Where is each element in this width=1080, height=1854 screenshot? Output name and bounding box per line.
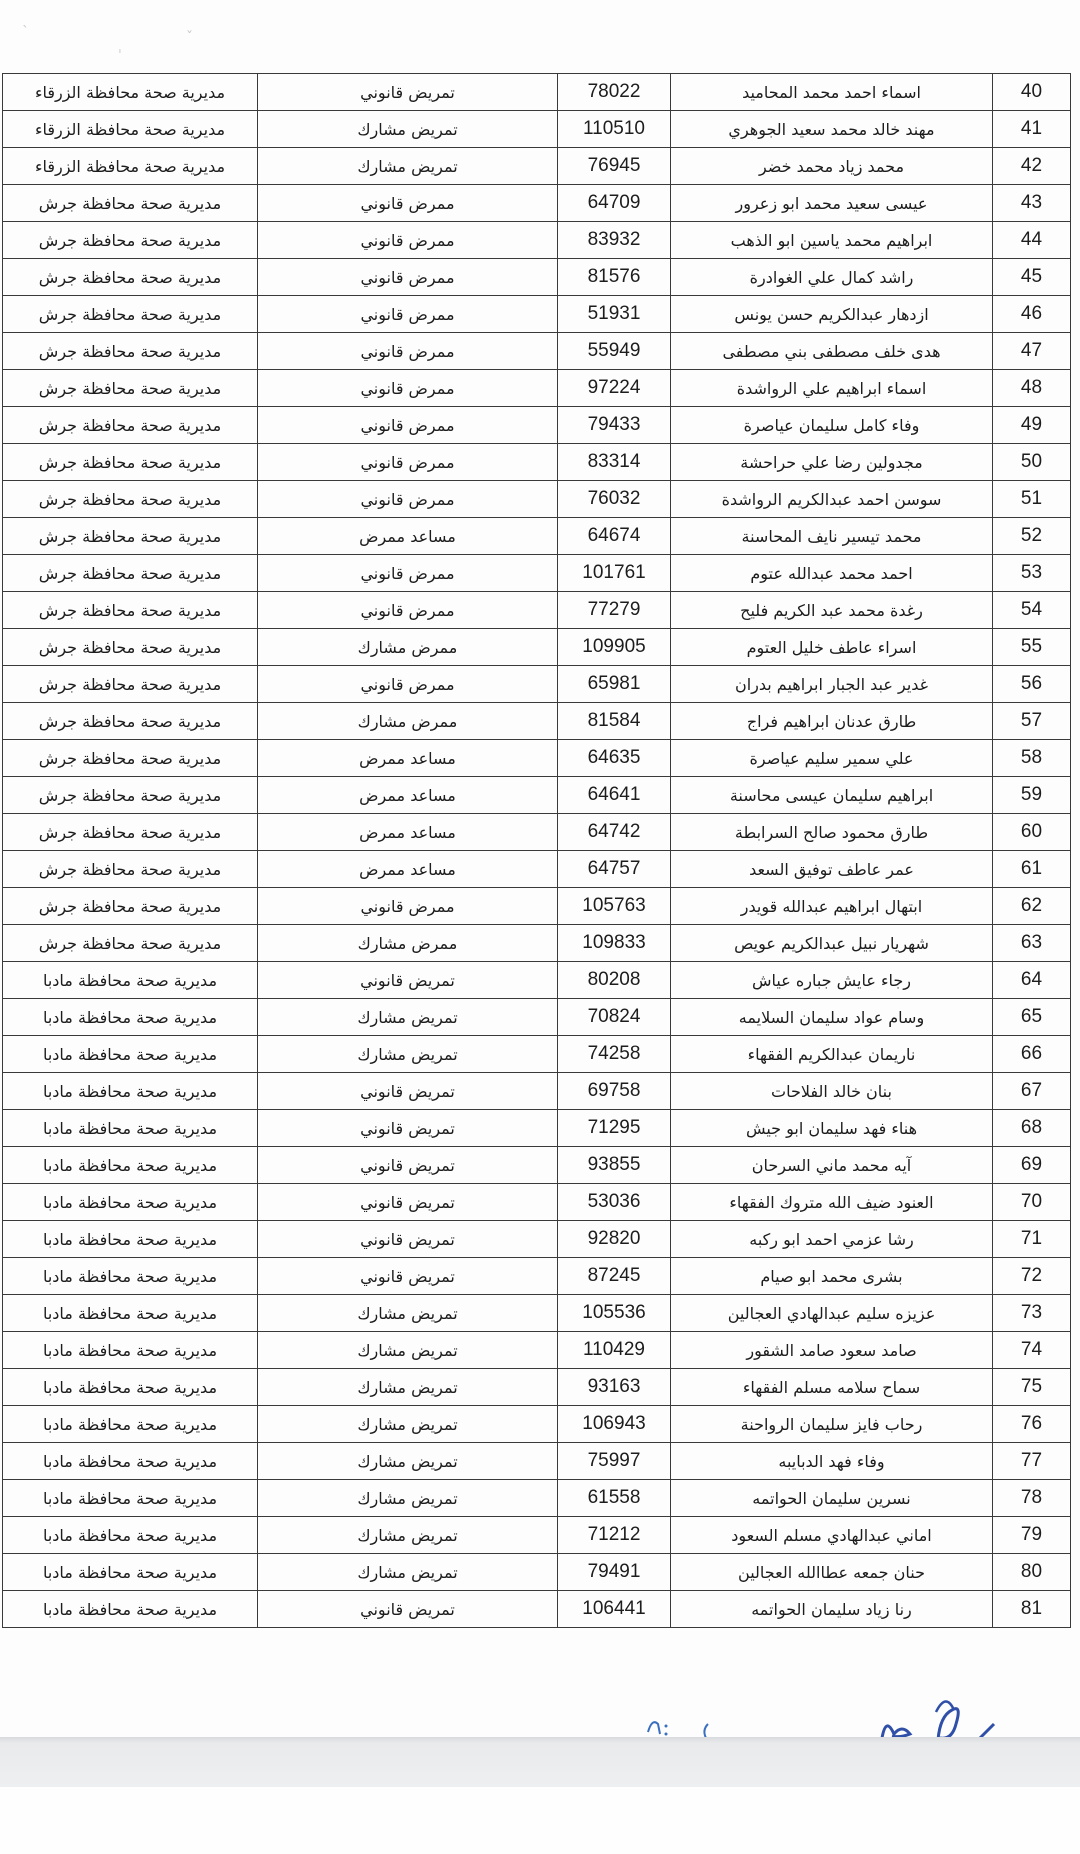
person-name: محمد تيسير نايف المحاسنة	[671, 518, 993, 555]
viewer-background	[0, 1737, 1080, 1787]
national-number: 80208	[558, 962, 671, 999]
national-number: 87245	[558, 1258, 671, 1295]
row-number: 64	[993, 962, 1071, 999]
specialty: تمريض مشارك	[258, 1406, 558, 1443]
table-row	[3, 370, 1071, 407]
row-number: 69	[993, 1147, 1071, 1184]
national-number: 109905	[558, 629, 671, 666]
directorate: مديرية صحة محافظة مادبا	[3, 1443, 258, 1480]
national-number: 97224	[558, 370, 671, 407]
specialty: ممرض قانوني	[258, 888, 558, 925]
directorate: مديرية صحة محافظة جرش	[3, 888, 258, 925]
national-number: 64742	[558, 814, 671, 851]
table-row	[3, 407, 1071, 444]
person-name: هناء فهد سليمان ابو جيش	[671, 1110, 993, 1147]
person-name: احمد محمد عبدالله عتوم	[671, 555, 993, 592]
row-number: 67	[993, 1073, 1071, 1110]
scan-mark: ˈ	[118, 48, 122, 64]
national-number: 55949	[558, 333, 671, 370]
national-number: 110429	[558, 1332, 671, 1369]
directorate: مديرية صحة محافظة مادبا	[3, 1480, 258, 1517]
national-number: 105763	[558, 888, 671, 925]
person-name: ابتهال ابراهيم عبدالله قويدر	[671, 888, 993, 925]
directorate: مديرية صحة محافظة مادبا	[3, 1258, 258, 1295]
table-row	[3, 1332, 1071, 1369]
national-number: 51931	[558, 296, 671, 333]
person-name: عزيزه سليم عبدالهادي العجالين	[671, 1295, 993, 1332]
national-number: 71212	[558, 1517, 671, 1554]
person-name: عمر عاطف توفيق السعد	[671, 851, 993, 888]
specialty: ممرض قانوني	[258, 444, 558, 481]
row-number: 49	[993, 407, 1071, 444]
specialty: تمريض قانوني	[258, 1258, 558, 1295]
directorate: مديرية صحة محافظة مادبا	[3, 999, 258, 1036]
specialty: ممرض مشارك	[258, 703, 558, 740]
personnel-table	[2, 73, 1071, 1628]
row-number: 55	[993, 629, 1071, 666]
person-name: وفاء فهد الدبايبه	[671, 1443, 993, 1480]
specialty: تمريض مشارك	[258, 1443, 558, 1480]
specialty: تمريض مشارك	[258, 1554, 558, 1591]
person-name: شهريار نبيل عبدالكريم عويص	[671, 925, 993, 962]
table-row	[3, 1480, 1071, 1517]
national-number: 71295	[558, 1110, 671, 1147]
specialty: ممرض قانوني	[258, 370, 558, 407]
table-row	[3, 851, 1071, 888]
table-row	[3, 962, 1071, 999]
table-row	[3, 1443, 1071, 1480]
specialty: مساعد ممرض	[258, 777, 558, 814]
directorate: مديرية صحة محافظة جرش	[3, 222, 258, 259]
national-number: 74258	[558, 1036, 671, 1073]
person-name: مجدولين رضا علي حراحشة	[671, 444, 993, 481]
specialty: ممرض قانوني	[258, 222, 558, 259]
specialty: تمريض مشارك	[258, 1517, 558, 1554]
specialty: تمريض مشارك	[258, 1369, 558, 1406]
directorate: مديرية صحة محافظة جرش	[3, 777, 258, 814]
national-number: 93163	[558, 1369, 671, 1406]
specialty: تمريض قانوني	[258, 1073, 558, 1110]
directorate: مديرية صحة محافظة جرش	[3, 444, 258, 481]
table-row	[3, 1147, 1071, 1184]
person-name: اماني عبدالهادي مسلم السعود	[671, 1517, 993, 1554]
table-row	[3, 1258, 1071, 1295]
table-row	[3, 1591, 1071, 1628]
table-row	[3, 814, 1071, 851]
row-number: 71	[993, 1221, 1071, 1258]
row-number: 57	[993, 703, 1071, 740]
table-row	[3, 148, 1071, 185]
table-row	[3, 740, 1071, 777]
signature-icon	[560, 1690, 1020, 1740]
table-row	[3, 777, 1071, 814]
table-row	[3, 555, 1071, 592]
table-row	[3, 1295, 1071, 1332]
national-number: 106943	[558, 1406, 671, 1443]
person-name: بشرى محمد ابو صيام	[671, 1258, 993, 1295]
directorate: مديرية صحة محافظة جرش	[3, 814, 258, 851]
person-name: محمد زياد محمد خضر	[671, 148, 993, 185]
table-row	[3, 592, 1071, 629]
row-number: 62	[993, 888, 1071, 925]
directorate: مديرية صحة محافظة مادبا	[3, 1295, 258, 1332]
specialty: تمريض مشارك	[258, 1036, 558, 1073]
national-number: 101761	[558, 555, 671, 592]
specialty: تمريض قانوني	[258, 962, 558, 999]
table-row	[3, 1036, 1071, 1073]
national-number: 81576	[558, 259, 671, 296]
person-name: صامد سعود صامد الشقور	[671, 1332, 993, 1369]
person-name: رحاب فايز سليمان الرواحنة	[671, 1406, 993, 1443]
table-row	[3, 1073, 1071, 1110]
specialty: تمريض مشارك	[258, 999, 558, 1036]
person-name: اسماء ابراهيم علي الرواشدة	[671, 370, 993, 407]
national-number: 61558	[558, 1480, 671, 1517]
national-number: 76032	[558, 481, 671, 518]
table-row	[3, 481, 1071, 518]
specialty: مساعد ممرض	[258, 518, 558, 555]
directorate: مديرية صحة محافظة جرش	[3, 333, 258, 370]
table-row	[3, 259, 1071, 296]
table-row	[3, 999, 1071, 1036]
person-name: نسرين سليمان الحواتمه	[671, 1480, 993, 1517]
table-row	[3, 444, 1071, 481]
directorate: مديرية صحة محافظة جرش	[3, 481, 258, 518]
row-number: 59	[993, 777, 1071, 814]
table-row	[3, 185, 1071, 222]
specialty: ممرض قانوني	[258, 185, 558, 222]
row-number: 45	[993, 259, 1071, 296]
row-number: 65	[993, 999, 1071, 1036]
national-number: 93855	[558, 1147, 671, 1184]
table-row	[3, 1554, 1071, 1591]
directorate: مديرية صحة محافظة مادبا	[3, 1147, 258, 1184]
national-number: 53036	[558, 1184, 671, 1221]
person-name: ناريمان عبدالكريم الفقهاء	[671, 1036, 993, 1073]
table-row	[3, 703, 1071, 740]
scan-mark: ˇ	[186, 30, 193, 46]
person-name: ابراهيم محمد ياسين ابو الذهب	[671, 222, 993, 259]
specialty: تمريض قانوني	[258, 74, 558, 111]
specialty: ممرض قانوني	[258, 666, 558, 703]
person-name: وسام عواد سليمان السلايمه	[671, 999, 993, 1036]
specialty: ممرض قانوني	[258, 259, 558, 296]
person-name: طارق محمود صالح السرابطة	[671, 814, 993, 851]
specialty: تمريض قانوني	[258, 1221, 558, 1258]
row-number: 60	[993, 814, 1071, 851]
national-number: 83314	[558, 444, 671, 481]
row-number: 40	[993, 74, 1071, 111]
person-name: طارق عدنان ابراهيم فراج	[671, 703, 993, 740]
specialty: تمريض مشارك	[258, 1295, 558, 1332]
person-name: رشا عزمي احمد ابو ركبه	[671, 1221, 993, 1258]
directorate: مديرية صحة محافظة جرش	[3, 185, 258, 222]
directorate: مديرية صحة محافظة جرش	[3, 666, 258, 703]
directorate: مديرية صحة محافظة جرش	[3, 407, 258, 444]
specialty: تمريض مشارك	[258, 1480, 558, 1517]
directorate: مديرية صحة محافظة مادبا	[3, 962, 258, 999]
person-name: ازدهار عبدالكريم حسن يونس	[671, 296, 993, 333]
specialty: ممرض مشارك	[258, 925, 558, 962]
row-number: 72	[993, 1258, 1071, 1295]
directorate: مديرية صحة محافظة مادبا	[3, 1369, 258, 1406]
directorate: مديرية صحة محافظة مادبا	[3, 1110, 258, 1147]
person-name: راشد كمال علي الغوادرة	[671, 259, 993, 296]
next-page-edge	[0, 1787, 1080, 1854]
national-number: 92820	[558, 1221, 671, 1258]
table-row	[3, 222, 1071, 259]
specialty: تمريض قانوني	[258, 1184, 558, 1221]
specialty: مساعد ممرض	[258, 814, 558, 851]
directorate: مديرية صحة محافظة جرش	[3, 592, 258, 629]
national-number: 106441	[558, 1591, 671, 1628]
national-number: 78022	[558, 74, 671, 111]
person-name: سماح سلامه مسلم الفقهاء	[671, 1369, 993, 1406]
person-name: رنا زياد سليمان الحواتمه	[671, 1591, 993, 1628]
national-number: 110510	[558, 111, 671, 148]
directorate: مديرية صحة محافظة جرش	[3, 518, 258, 555]
table-row	[3, 1406, 1071, 1443]
directorate: مديرية صحة محافظة الزرقاء	[3, 74, 258, 111]
directorate: مديرية صحة محافظة مادبا	[3, 1406, 258, 1443]
row-number: 61	[993, 851, 1071, 888]
specialty: تمريض مشارك	[258, 111, 558, 148]
table-row	[3, 1110, 1071, 1147]
directorate: مديرية صحة محافظة جرش	[3, 370, 258, 407]
table-row	[3, 888, 1071, 925]
national-number: 81584	[558, 703, 671, 740]
directorate: مديرية صحة محافظة جرش	[3, 851, 258, 888]
specialty: تمريض قانوني	[258, 1110, 558, 1147]
person-name: رغدة محمد عبد الكريم فليح	[671, 592, 993, 629]
row-number: 68	[993, 1110, 1071, 1147]
specialty: مساعد ممرض	[258, 851, 558, 888]
national-number: 109833	[558, 925, 671, 962]
specialty: مساعد ممرض	[258, 740, 558, 777]
row-number: 74	[993, 1332, 1071, 1369]
scan-mark: ˎ	[22, 12, 29, 28]
row-number: 66	[993, 1036, 1071, 1073]
specialty: تمريض مشارك	[258, 1332, 558, 1369]
directorate: مديرية صحة محافظة مادبا	[3, 1332, 258, 1369]
row-number: 50	[993, 444, 1071, 481]
row-number: 80	[993, 1554, 1071, 1591]
person-name: علي سمير سليم عياصرة	[671, 740, 993, 777]
national-number: 64674	[558, 518, 671, 555]
specialty: تمريض قانوني	[258, 1147, 558, 1184]
national-number: 105536	[558, 1295, 671, 1332]
row-number: 41	[993, 111, 1071, 148]
directorate: مديرية صحة محافظة جرش	[3, 555, 258, 592]
directorate: مديرية صحة محافظة الزرقاء	[3, 111, 258, 148]
specialty: ممرض قانوني	[258, 333, 558, 370]
row-number: 77	[993, 1443, 1071, 1480]
table-row	[3, 74, 1071, 111]
specialty: تمريض مشارك	[258, 148, 558, 185]
row-number: 73	[993, 1295, 1071, 1332]
table-row	[3, 925, 1071, 962]
row-number: 79	[993, 1517, 1071, 1554]
directorate: مديرية صحة محافظة جرش	[3, 259, 258, 296]
national-number: 64757	[558, 851, 671, 888]
row-number: 76	[993, 1406, 1071, 1443]
national-number: 64709	[558, 185, 671, 222]
person-name: رجاء عايش جباره عياش	[671, 962, 993, 999]
person-name: اسماء احمد محمد المحاميد	[671, 74, 993, 111]
row-number: 47	[993, 333, 1071, 370]
table-row	[3, 1517, 1071, 1554]
row-number: 58	[993, 740, 1071, 777]
person-name: حنان جمعه عطاالله العجالين	[671, 1554, 993, 1591]
national-number: 65981	[558, 666, 671, 703]
specialty: ممرض قانوني	[258, 407, 558, 444]
row-number: 56	[993, 666, 1071, 703]
table-row	[3, 666, 1071, 703]
directorate: مديرية صحة محافظة مادبا	[3, 1517, 258, 1554]
national-number: 64641	[558, 777, 671, 814]
directorate: مديرية صحة محافظة مادبا	[3, 1036, 258, 1073]
person-name: اسراء عاطف خليل العتوم	[671, 629, 993, 666]
directorate: مديرية صحة محافظة مادبا	[3, 1221, 258, 1258]
directorate: مديرية صحة محافظة مادبا	[3, 1591, 258, 1628]
row-number: 70	[993, 1184, 1071, 1221]
specialty: ممرض قانوني	[258, 296, 558, 333]
person-name: آيه محمد ماني السرحان	[671, 1147, 993, 1184]
directorate: مديرية صحة محافظة جرش	[3, 296, 258, 333]
row-number: 75	[993, 1369, 1071, 1406]
table-row	[3, 1369, 1071, 1406]
row-number: 63	[993, 925, 1071, 962]
table-row	[3, 518, 1071, 555]
table-row	[3, 333, 1071, 370]
row-number: 52	[993, 518, 1071, 555]
person-name: مهند خالد محمد سعيد الجوهري	[671, 111, 993, 148]
national-number: 79491	[558, 1554, 671, 1591]
national-number: 76945	[558, 148, 671, 185]
person-name: سوسن احمد عبدالكريم الرواشدة	[671, 481, 993, 518]
directorate: مديرية صحة محافظة جرش	[3, 740, 258, 777]
directorate: مديرية صحة محافظة مادبا	[3, 1073, 258, 1110]
person-name: عيسى سعيد محمد ابو زعرور	[671, 185, 993, 222]
row-number: 46	[993, 296, 1071, 333]
specialty: ممرض مشارك	[258, 629, 558, 666]
table-row	[3, 1184, 1071, 1221]
row-number: 42	[993, 148, 1071, 185]
directorate: مديرية صحة محافظة جرش	[3, 925, 258, 962]
specialty: ممرض قانوني	[258, 481, 558, 518]
national-number: 79433	[558, 407, 671, 444]
person-name: ابراهيم سليمان عيسى محاسنة	[671, 777, 993, 814]
directorate: مديرية صحة محافظة جرش	[3, 703, 258, 740]
specialty: تمريض قانوني	[258, 1591, 558, 1628]
directorate: مديرية صحة محافظة جرش	[3, 629, 258, 666]
specialty: ممرض قانوني	[258, 592, 558, 629]
row-number: 51	[993, 481, 1071, 518]
row-number: 53	[993, 555, 1071, 592]
person-name: بنان خالد الفلاحات	[671, 1073, 993, 1110]
national-number: 69758	[558, 1073, 671, 1110]
person-name: غدير عبد الجبار ابراهيم بدران	[671, 666, 993, 703]
national-number: 75997	[558, 1443, 671, 1480]
table-row	[3, 1221, 1071, 1258]
row-number: 48	[993, 370, 1071, 407]
row-number: 44	[993, 222, 1071, 259]
specialty: ممرض قانوني	[258, 555, 558, 592]
row-number: 78	[993, 1480, 1071, 1517]
row-number: 43	[993, 185, 1071, 222]
national-number: 77279	[558, 592, 671, 629]
national-number: 70824	[558, 999, 671, 1036]
table-row	[3, 629, 1071, 666]
table-row	[3, 296, 1071, 333]
directorate: مديرية صحة محافظة مادبا	[3, 1184, 258, 1221]
person-name: العنود ضيف الله متروك الفقهاء	[671, 1184, 993, 1221]
directorate: مديرية صحة محافظة مادبا	[3, 1554, 258, 1591]
directorate: مديرية صحة محافظة الزرقاء	[3, 148, 258, 185]
person-name: وفاء كامل سليمان عياصرة	[671, 407, 993, 444]
national-number: 83932	[558, 222, 671, 259]
row-number: 54	[993, 592, 1071, 629]
national-number: 64635	[558, 740, 671, 777]
table-row	[3, 111, 1071, 148]
row-number: 81	[993, 1591, 1071, 1628]
person-name: هدى خلف مصطفى بني مصطفى	[671, 333, 993, 370]
table-body	[3, 74, 1071, 1628]
